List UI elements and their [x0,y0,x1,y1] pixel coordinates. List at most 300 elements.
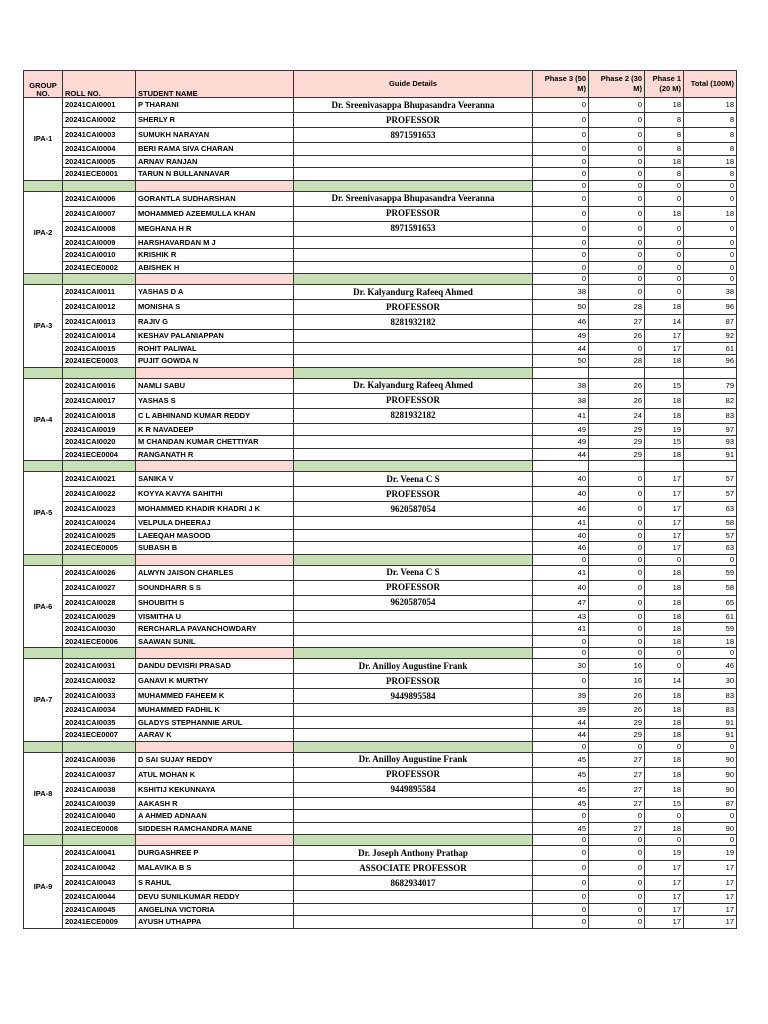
guide-empty-cell [294,635,533,648]
separator-cell [63,180,136,191]
phase1-cell: 8 [645,113,684,128]
phase1-cell: 17 [645,916,684,929]
roll-no-cell: 20241CAI0045 [63,903,136,916]
roll-no-cell: 20241CAI0026 [63,565,136,580]
phase2-cell: 29 [589,436,645,449]
roll-no-cell: 20241CAI0024 [63,517,136,530]
roll-no-cell: 20241CAI0036 [63,752,136,767]
phase2-cell: 29 [589,423,645,436]
total-cell: 8 [684,168,737,181]
student-name-cell: SHERLY R [136,113,294,128]
student-name-cell: ABISHEK H [136,261,294,274]
guide-empty-cell [294,342,533,355]
guide-designation: PROFESSOR [294,767,533,782]
phase2-cell: 0 [589,502,645,517]
guide-empty-cell [294,249,533,262]
phase2-cell: 0 [589,221,645,236]
roll-no-cell: 20241CAI0038 [63,782,136,797]
header-student-name: STUDENT NAME [136,71,294,98]
guide-empty-cell [294,448,533,461]
header-group: GROUP NO. [24,71,63,98]
phase1-cell: 17 [645,487,684,502]
phase3-cell: 0 [533,903,589,916]
phase1-cell: 18 [645,767,684,782]
phase3-cell: 0 [533,891,589,904]
table-row [24,704,737,717]
phase2-cell: 28 [589,300,645,315]
separator-row [24,554,737,565]
roll-no-cell: 20241CAI0017 [63,393,136,408]
separator-phase2-cell [589,367,645,378]
phase3-cell: 45 [533,822,589,835]
phase3-cell: 46 [533,542,589,555]
total-cell: 0 [684,249,737,262]
table-row [24,903,737,916]
guide-empty-cell [294,436,533,449]
table-row [24,436,737,449]
separator-phase2-cell: 0 [589,554,645,565]
student-name-cell: ALWYN JAISON CHARLES [136,565,294,580]
student-name-cell: SHOUBITH S [136,595,294,610]
phase3-cell: 0 [533,191,589,206]
student-name-cell: KRISHIK R [136,249,294,262]
separator-cell [24,554,63,565]
separator-row [24,648,737,659]
phase3-cell: 41 [533,623,589,636]
phase2-cell: 0 [589,903,645,916]
total-cell: 18 [684,635,737,648]
phase1-cell: 17 [645,472,684,487]
group-label: IPA-3 [24,285,63,368]
roll-no-cell: 20241ECE0002 [63,261,136,274]
total-cell: 61 [684,342,737,355]
guide-empty-cell [294,822,533,835]
guide-empty-cell [294,903,533,916]
header-phase2: Phase 2 (30 M) [589,71,645,98]
table-row [24,143,737,156]
student-name-cell: SUMUKH NARAYAN [136,128,294,143]
phase2-cell: 27 [589,752,645,767]
phase1-cell: 8 [645,168,684,181]
roll-no-cell: 20241ECE0007 [63,729,136,742]
student-name-cell: RAJIV G [136,315,294,330]
roll-no-cell: 20241CAI0006 [63,191,136,206]
roll-no-cell: 20241ECE0003 [63,355,136,368]
roll-no-cell: 20241ECE0005 [63,542,136,555]
total-cell: 59 [684,565,737,580]
phase2-cell: 0 [589,342,645,355]
group-label: IPA-8 [24,752,63,835]
student-name-cell: KESHAV PALANIAPPAN [136,330,294,343]
phase1-cell: 17 [645,542,684,555]
total-cell: 8 [684,143,737,156]
phase3-cell: 43 [533,610,589,623]
phase2-cell: 16 [589,659,645,674]
roll-no-cell: 20241CAI0010 [63,249,136,262]
phase3-cell: 0 [533,143,589,156]
phase2-cell: 26 [589,330,645,343]
phase3-cell: 40 [533,529,589,542]
guide-empty-cell [294,797,533,810]
student-name-cell: GORANTLA SUDHARSHAN [136,191,294,206]
phase1-cell: 18 [645,716,684,729]
phase2-cell: 26 [589,689,645,704]
table-row [24,876,737,891]
phase1-cell: 18 [645,408,684,423]
phase1-cell: 18 [645,704,684,717]
separator-cell [24,741,63,752]
student-name-cell: DANDU DEVISRI PRASAD [136,659,294,674]
roll-no-cell: 20241CAI0035 [63,716,136,729]
phase1-cell: 18 [645,355,684,368]
phase3-cell: 44 [533,716,589,729]
separator-phase2-cell: 0 [589,648,645,659]
total-cell: 90 [684,767,737,782]
separator-phase2-cell: 0 [589,180,645,191]
table-row [24,595,737,610]
phase2-cell: 0 [589,891,645,904]
roll-no-cell: 20241ECE0006 [63,635,136,648]
student-name-cell: YASHAS D A [136,285,294,300]
student-name-cell: MALAVIKA B S [136,861,294,876]
table-row [24,891,737,904]
phase3-cell: 49 [533,423,589,436]
separator-phase3-cell: 0 [533,554,589,565]
phase3-cell: 0 [533,861,589,876]
separator-phase3-cell [533,367,589,378]
separator-row [24,274,737,285]
separator-phase3-cell: 0 [533,835,589,846]
phase3-cell: 0 [533,876,589,891]
phase3-cell: 41 [533,517,589,530]
header-total: Total (100M) [684,71,737,98]
table-row [24,487,737,502]
roll-no-cell: 20241CAI0037 [63,767,136,782]
total-cell: 91 [684,729,737,742]
student-name-cell: KSHITIJ KEKUNNAYA [136,782,294,797]
guide-designation: PROFESSOR [294,674,533,689]
phase1-cell: 18 [645,155,684,168]
roll-no-cell: 20241CAI0013 [63,315,136,330]
phase3-cell: 38 [533,285,589,300]
phase3-cell: 0 [533,810,589,823]
separator-cell [24,274,63,285]
student-name-cell: LAEEQAH MASOOD [136,529,294,542]
student-name-cell: P THARANI [136,98,294,113]
guide-designation: PROFESSOR [294,580,533,595]
phase2-cell: 27 [589,315,645,330]
total-cell: 63 [684,502,737,517]
phase3-cell: 44 [533,448,589,461]
roll-no-cell: 20241CAI0004 [63,143,136,156]
phase3-cell: 39 [533,704,589,717]
phase2-cell: 26 [589,393,645,408]
total-cell: 65 [684,595,737,610]
roll-no-cell: 20241CAI0028 [63,595,136,610]
table-row [24,659,737,674]
table-row [24,315,737,330]
guide-designation: ASSOCIATE PROFESSOR [294,861,533,876]
roll-no-cell: 20241ECE0009 [63,916,136,929]
group-label: IPA-9 [24,846,63,929]
table-row [24,846,737,861]
phase1-cell: 15 [645,436,684,449]
phase2-cell: 27 [589,767,645,782]
student-name-cell: MOHAMMED AZEEMULLA KHAN [136,206,294,221]
separator-total-cell: 0 [684,648,737,659]
table-row [24,423,737,436]
separator-phase3-cell [533,461,589,472]
table-row [24,752,737,767]
phase2-cell: 27 [589,797,645,810]
student-name-cell: D SAI SUJAY REDDY [136,752,294,767]
phase2-cell: 28 [589,355,645,368]
phase2-cell: 0 [589,472,645,487]
separator-phase3-cell: 0 [533,648,589,659]
phase1-cell: 0 [645,261,684,274]
table-row [24,810,737,823]
roll-no-cell: 20241CAI0034 [63,704,136,717]
table-row [24,330,737,343]
guide-name: Dr. Sreenivasappa Bhupasandra Veeranna [294,98,533,113]
total-cell: 17 [684,876,737,891]
guide-phone: 8682934017 [294,876,533,891]
roll-no-cell: 20241CAI0042 [63,861,136,876]
total-cell: 59 [684,623,737,636]
roll-no-cell: 20241CAI0027 [63,580,136,595]
phase3-cell: 30 [533,659,589,674]
student-name-cell: K R NAVADEEP [136,423,294,436]
guide-phone: 9449895584 [294,689,533,704]
total-cell: 0 [684,221,737,236]
separator-cell [136,461,294,472]
student-name-cell: MUHAMMED FAHEEM K [136,689,294,704]
student-name-cell: GANAVI K MURTHY [136,674,294,689]
phase1-cell: 17 [645,502,684,517]
student-name-cell: S RAHUL [136,876,294,891]
phase2-cell: 0 [589,846,645,861]
table-row [24,729,737,742]
student-name-cell: VELPULA DHEERAJ [136,517,294,530]
separator-phase1-cell: 0 [645,554,684,565]
total-cell: 57 [684,529,737,542]
table-row [24,797,737,810]
total-cell: 87 [684,797,737,810]
phase3-cell: 49 [533,330,589,343]
table-row [24,716,737,729]
student-name-cell: BERI RAMA SIVA CHARAN [136,143,294,156]
total-cell: 38 [684,285,737,300]
table-row [24,285,737,300]
phase3-cell: 0 [533,168,589,181]
total-cell: 82 [684,393,737,408]
phase3-cell: 47 [533,595,589,610]
table-row [24,472,737,487]
separator-cell [136,554,294,565]
total-cell: 0 [684,261,737,274]
separator-row [24,367,737,378]
phase2-cell: 0 [589,285,645,300]
student-name-cell: MEGHANA H R [136,221,294,236]
table-row [24,393,737,408]
phase1-cell: 17 [645,342,684,355]
separator-cell [63,835,136,846]
phase3-cell: 0 [533,128,589,143]
guide-empty-cell [294,261,533,274]
guide-phone: 8281932182 [294,408,533,423]
separator-phase3-cell: 0 [533,274,589,285]
phase1-cell: 17 [645,876,684,891]
guide-phone: 9620587054 [294,502,533,517]
separator-cell [136,367,294,378]
guide-phone: 8971591653 [294,128,533,143]
phase2-cell: 0 [589,623,645,636]
phase1-cell: 18 [645,752,684,767]
separator-row [24,741,737,752]
table-row [24,861,737,876]
guide-empty-cell [294,517,533,530]
phase1-cell: 17 [645,330,684,343]
total-cell: 92 [684,330,737,343]
phase3-cell: 39 [533,689,589,704]
phase1-cell: 15 [645,797,684,810]
table-row [24,168,737,181]
phase2-cell: 0 [589,610,645,623]
phase3-cell: 0 [533,221,589,236]
separator-cell [63,648,136,659]
total-cell: 83 [684,704,737,717]
phase2-cell: 0 [589,143,645,156]
roll-no-cell: 20241CAI0008 [63,221,136,236]
total-cell: 46 [684,659,737,674]
roll-no-cell: 20241CAI0007 [63,206,136,221]
separator-cell [294,461,533,472]
phase2-cell: 0 [589,487,645,502]
guide-designation: PROFESSOR [294,487,533,502]
phase1-cell: 19 [645,846,684,861]
roll-no-cell: 20241CAI0039 [63,797,136,810]
separator-phase1-cell: 0 [645,648,684,659]
guide-empty-cell [294,610,533,623]
phase3-cell: 0 [533,846,589,861]
table-row [24,128,737,143]
phase1-cell: 0 [645,810,684,823]
phase1-cell: 18 [645,580,684,595]
total-cell: 30 [684,674,737,689]
total-cell: 18 [684,155,737,168]
phase2-cell: 29 [589,448,645,461]
roll-no-cell: 20241CAI0032 [63,674,136,689]
roll-no-cell: 20241CAI0044 [63,891,136,904]
phase3-cell: 0 [533,98,589,113]
separator-total-cell: 0 [684,180,737,191]
phase1-cell: 0 [645,191,684,206]
separator-cell [136,274,294,285]
phase2-cell: 0 [589,580,645,595]
total-cell: 97 [684,423,737,436]
table-row [24,502,737,517]
separator-row [24,461,737,472]
separator-cell [24,835,63,846]
phase3-cell: 41 [533,565,589,580]
separator-total-cell: 0 [684,741,737,752]
table-row [24,300,737,315]
total-cell: 90 [684,822,737,835]
phase1-cell: 0 [645,236,684,249]
phase3-cell: 0 [533,113,589,128]
student-name-cell: ROHIT PALIWAL [136,342,294,355]
guide-empty-cell [294,716,533,729]
phase2-cell: 0 [589,168,645,181]
total-cell: 19 [684,846,737,861]
header-phase1: Phase 1 (20 M) [645,71,684,98]
total-cell: 17 [684,903,737,916]
student-name-cell: SOUNDHARR S S [136,580,294,595]
group-label: IPA-2 [24,191,63,274]
table-row [24,206,737,221]
header-row [24,71,737,98]
roll-no-cell: 20241CAI0012 [63,300,136,315]
guide-empty-cell [294,623,533,636]
phase2-cell: 0 [589,206,645,221]
table-row [24,767,737,782]
table-row [24,113,737,128]
phase3-cell: 0 [533,236,589,249]
guide-empty-cell [294,236,533,249]
roll-no-cell: 20241ECE0004 [63,448,136,461]
guide-phone: 8971591653 [294,221,533,236]
separator-cell [24,367,63,378]
phase1-cell: 18 [645,393,684,408]
phase3-cell: 38 [533,378,589,393]
phase2-cell: 0 [589,595,645,610]
table-row [24,191,737,206]
total-cell: 0 [684,236,737,249]
phase2-cell: 0 [589,517,645,530]
separator-cell [294,367,533,378]
separator-cell [294,554,533,565]
group-label: IPA-7 [24,659,63,742]
student-name-cell: YASHAS S [136,393,294,408]
separator-phase1-cell: 0 [645,274,684,285]
guide-name: Dr. Sreenivasappa Bhupasandra Veeranna [294,191,533,206]
student-name-cell: SIDDESH RAMCHANDRA MANE [136,822,294,835]
table-row [24,342,737,355]
student-name-cell: MONISHA S [136,300,294,315]
separator-cell [63,554,136,565]
table-row [24,542,737,555]
phase3-cell: 41 [533,408,589,423]
student-name-cell: KOYYA KAVYA SAHITHI [136,487,294,502]
phase3-cell: 0 [533,206,589,221]
table-row [24,916,737,929]
separator-cell [63,274,136,285]
student-name-cell: MOHAMMED KHADIR KHADRI J K [136,502,294,517]
phase3-cell: 40 [533,487,589,502]
total-cell: 96 [684,300,737,315]
phase1-cell: 18 [645,206,684,221]
roll-no-cell: 20241CAI0011 [63,285,136,300]
phase3-cell: 46 [533,502,589,517]
table-row [24,529,737,542]
phase1-cell: 0 [645,285,684,300]
separator-cell [136,180,294,191]
phase1-cell: 15 [645,378,684,393]
total-cell: 90 [684,782,737,797]
separator-cell [136,741,294,752]
table-row [24,623,737,636]
total-cell: 0 [684,191,737,206]
